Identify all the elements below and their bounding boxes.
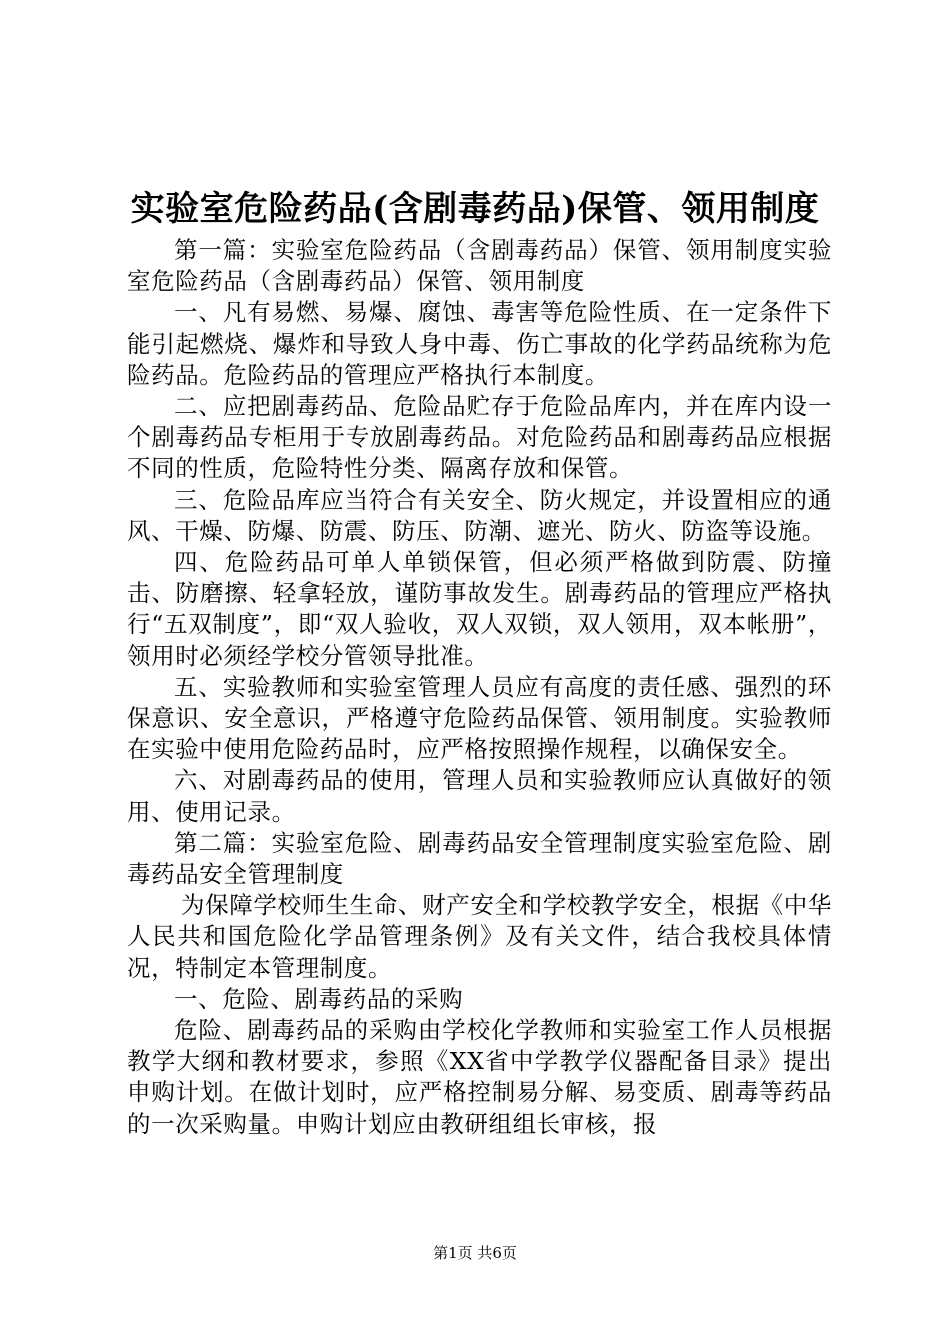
section-heading-procurement: 一、危险、剧毒药品的采购 (174, 984, 464, 1013)
paragraph-article-2: 二、应把剧毒药品、危险品贮存于危险品库内，并在库内设一个剧毒药品专柜用于专放剧毒药品。对危险药品和剧毒药品应根据不同的性质，危险特性分类、隔离存放和保管。 (127, 392, 832, 483)
paragraph-article-4: 四、危险药品可单人单锁保管，但必须严格做到防震、防撞击、防磨擦、轻拿轻放，谨防事故发生。剧毒药品的管理应严格执行“五双制度”，即“双人验收，双人双锁，双人领用，双本帐册”，领用时必须经学校分管领导批准。 (127, 548, 832, 670)
page-footer: 第1页 共6页 (433, 1244, 517, 1262)
paragraph-part2-heading: 第二篇：实验室危险、剧毒药品安全管理制度实验室危险、剧毒药品安全管理制度 (127, 828, 832, 889)
document-body (127, 235, 832, 1140)
paragraph-article-1: 一、凡有易燃、易爆、腐蚀、毒害等危险性质、在一定条件下能引起燃烧、爆炸和导致人身中毒、伤亡事故的化学药品统称为危险药品。危险药品的管理应严格执行本制度。 (127, 298, 832, 389)
paragraph-article-3: 三、危险品库应当符合有关安全、防火规定，并设置相应的通风、干燥、防爆、防震、防压、防潮、遮光、防火、防盗等设施。 (127, 485, 832, 545)
document-title: 实验室危险药品(含剧毒药品)保管、领用制度 (130, 189, 820, 229)
paragraph-article-6: 六、对剧毒药品的使用，管理人员和实验教师应认真做好的领用、使用记录。 (127, 766, 832, 826)
paragraph-part1-heading: 第一篇：实验室危险药品（含剧毒药品）保管、领用制度实验室危险药品（含剧毒药品）保管、领用制度 (127, 236, 832, 296)
paragraph-preamble: 为保障学校师生生命、财产安全和学校教学安全，根据《中华人民共和国危险化学品管理条例》及有关文件，结合我校具体情况，特制定本管理制度。 (127, 891, 832, 982)
paragraph-procurement: 危险、剧毒药品的采购由学校化学教师和实验室工作人员根据教学大纲和教材要求，参照《XX省中学教学仪器配备目录》提出申购计划。在做计划时，应严格控制易分解、易变质、剧毒等药品的一次采购量。申购计划应由教研组组长审核，报 (127, 1016, 832, 1138)
paragraph-article-5: 五、实验教师和实验室管理人员应有高度的责任感、强烈的环保意识、安全意识，严格遵守危险药品保管、领用制度。实验教师在实验中使用危险药品时，应严格按照操作规程，以确保安全。 (127, 672, 832, 764)
